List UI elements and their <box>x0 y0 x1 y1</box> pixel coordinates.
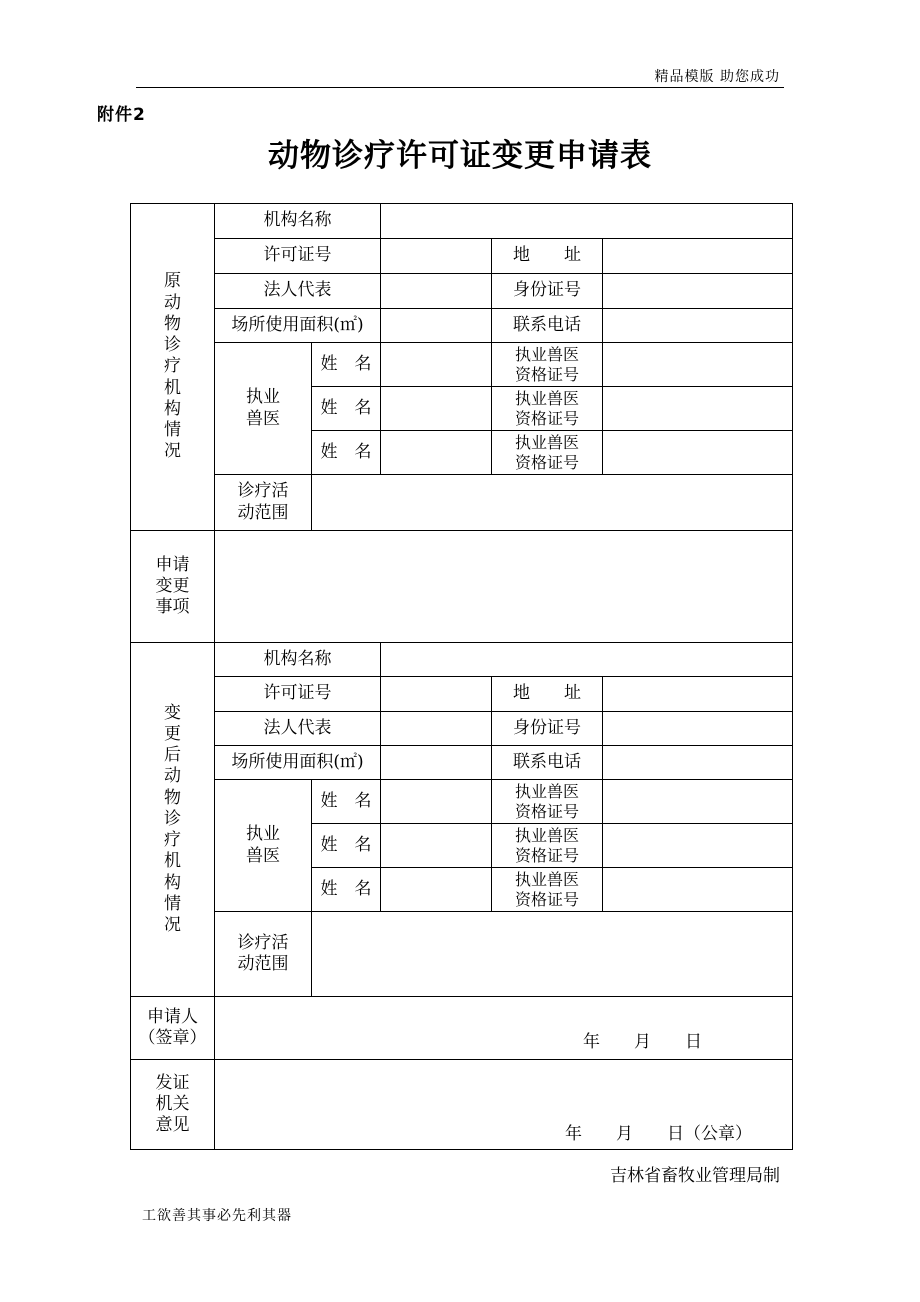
vet-name-field[interactable] <box>381 387 492 431</box>
vet-name-label: 姓 名 <box>312 387 381 431</box>
id-no-label: 身份证号 <box>492 274 603 309</box>
attachment-label: 附件2 <box>97 105 146 125</box>
header-rule <box>136 87 784 88</box>
address-label: 地 址 <box>492 239 603 274</box>
address-field[interactable] <box>603 677 793 712</box>
address-field[interactable] <box>603 239 793 274</box>
phone-field[interactable] <box>603 309 793 343</box>
scope-field[interactable] <box>312 475 793 531</box>
application-form-table <box>130 203 793 1150</box>
scope-field[interactable] <box>312 912 793 997</box>
vet-name-label: 姓 名 <box>312 780 381 824</box>
vet-label: 执业兽医 <box>215 343 312 475</box>
vet-name-label: 姓 名 <box>312 824 381 868</box>
vet-cert-field[interactable] <box>603 824 793 868</box>
area-label: 场所使用面积(㎡) <box>215 746 381 780</box>
page-title: 动物诊疗许可证变更申请表 <box>268 138 652 174</box>
legal-rep-label: 法人代表 <box>215 274 381 309</box>
area-field[interactable] <box>381 309 492 343</box>
vet-name-label: 姓 名 <box>312 868 381 912</box>
authority-date-seal: 年 月 日（公章） <box>565 1123 753 1144</box>
original-section-label: 原动物诊疗机构情况 <box>131 204 215 531</box>
vet-name-field[interactable] <box>381 431 492 475</box>
vet-name-field[interactable] <box>381 780 492 824</box>
applicant-date: 年 月 日 <box>583 1031 703 1052</box>
phone-label: 联系电话 <box>492 309 603 343</box>
org-name-label: 机构名称 <box>215 643 381 677</box>
authority-opinion-field[interactable] <box>215 1060 793 1150</box>
scope-label: 诊疗活动范围 <box>215 475 312 531</box>
vet-cert-label: 执业兽医资格证号 <box>492 431 603 475</box>
legal-rep-field[interactable] <box>381 712 492 746</box>
vet-cert-label: 执业兽医资格证号 <box>492 868 603 912</box>
vet-cert-field[interactable] <box>603 780 793 824</box>
vet-cert-field[interactable] <box>603 868 793 912</box>
legal-rep-label: 法人代表 <box>215 712 381 746</box>
vet-name-field[interactable] <box>381 343 492 387</box>
org-name-field[interactable] <box>381 643 793 677</box>
license-no-field[interactable] <box>381 239 492 274</box>
vet-cert-label: 执业兽医资格证号 <box>492 387 603 431</box>
id-no-field[interactable] <box>603 274 793 309</box>
vet-name-field[interactable] <box>381 868 492 912</box>
vet-cert-label: 执业兽医资格证号 <box>492 343 603 387</box>
change-items-label: 申请变更事项 <box>131 531 215 643</box>
id-no-field[interactable] <box>603 712 793 746</box>
org-name-label: 机构名称 <box>215 204 381 239</box>
legal-rep-field[interactable] <box>381 274 492 309</box>
footer-slogan: 工欲善其事必先利其器 <box>142 1208 292 1224</box>
vet-cert-label: 执业兽医资格证号 <box>492 824 603 868</box>
address-label: 地 址 <box>492 677 603 712</box>
vet-cert-field[interactable] <box>603 343 793 387</box>
area-label: 场所使用面积(㎡) <box>215 309 381 343</box>
authority-opinion-label: 发证机关意见 <box>131 1060 215 1150</box>
header-text: 精品模版 助您成功 <box>654 69 780 85</box>
vet-cert-field[interactable] <box>603 431 793 475</box>
phone-field[interactable] <box>603 746 793 780</box>
vet-cert-label: 执业兽医资格证号 <box>492 780 603 824</box>
area-field[interactable] <box>381 746 492 780</box>
org-name-field[interactable] <box>381 204 793 239</box>
license-no-field[interactable] <box>381 677 492 712</box>
vet-cert-field[interactable] <box>603 387 793 431</box>
vet-name-label: 姓 名 <box>312 431 381 475</box>
applicant-signature-field[interactable] <box>215 997 793 1060</box>
id-no-label: 身份证号 <box>492 712 603 746</box>
changed-section-label: 变更后动物诊疗机构情况 <box>131 643 215 997</box>
license-no-label: 许可证号 <box>215 239 381 274</box>
vet-label: 执业兽医 <box>215 780 312 912</box>
change-items-field[interactable] <box>215 531 793 643</box>
phone-label: 联系电话 <box>492 746 603 780</box>
license-no-label: 许可证号 <box>215 677 381 712</box>
vet-name-field[interactable] <box>381 824 492 868</box>
applicant-label: 申请人（签章） <box>131 997 215 1060</box>
vet-name-label: 姓 名 <box>312 343 381 387</box>
scope-label: 诊疗活动范围 <box>215 912 312 997</box>
issuing-org-footer: 吉林省畜牧业管理局制 <box>610 1166 780 1186</box>
